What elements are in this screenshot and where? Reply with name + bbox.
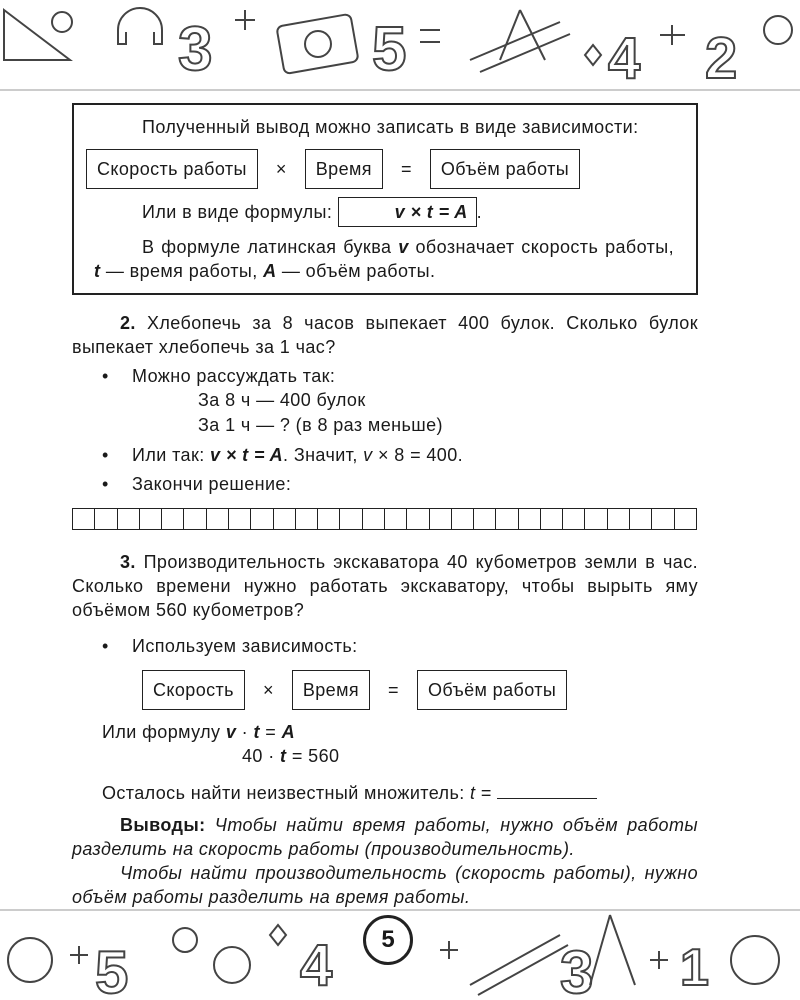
apple-icon-2 bbox=[731, 936, 779, 984]
legend-t: t bbox=[94, 261, 101, 281]
eq2-t: t bbox=[280, 746, 287, 766]
task-2-text: Хлебопечь за 8 часов выпекает 400 булок. Сколько булок выпекает хлебопечь за 1 час? bbox=[72, 313, 698, 357]
ruler-icon-2 bbox=[470, 935, 568, 995]
remaining-text: Осталось найти неизвестный множитель: bbox=[102, 783, 465, 803]
answer-grid-cell[interactable] bbox=[207, 508, 229, 530]
answer-blank[interactable] bbox=[497, 780, 597, 799]
answer-grid-cell[interactable] bbox=[73, 508, 95, 530]
conclusions-label: Выводы: bbox=[120, 815, 206, 835]
smiley-icon-2 bbox=[214, 947, 250, 983]
answer-grid-cell[interactable] bbox=[118, 508, 140, 530]
compass-icon bbox=[500, 10, 545, 60]
answer-grid-cell[interactable] bbox=[95, 508, 117, 530]
legend-part-3: — время работы, bbox=[105, 261, 258, 281]
bullet-2-prefix: Или так: bbox=[132, 445, 205, 465]
answer-grid-cell[interactable] bbox=[140, 508, 162, 530]
flower-icon bbox=[52, 12, 72, 32]
plus-icon-3 bbox=[70, 946, 88, 964]
task-3-formula-eq: = bbox=[265, 722, 277, 742]
task-3-formula bbox=[72, 720, 698, 744]
triangle-ruler-icon bbox=[4, 10, 70, 60]
eq2-dot: · bbox=[268, 746, 275, 766]
compass-icon-2 bbox=[590, 915, 635, 985]
op-equals: = bbox=[400, 159, 412, 179]
formula-prefix: Или в виде формулы: bbox=[142, 202, 333, 222]
plus-icon bbox=[235, 10, 255, 30]
formula-box: v × t = A bbox=[338, 197, 477, 227]
equals-icon bbox=[420, 30, 440, 42]
task-3-box-speed: Скорость bbox=[142, 670, 245, 710]
answer-grid-cell[interactable] bbox=[340, 508, 362, 530]
answer-grid-cell[interactable] bbox=[407, 508, 429, 530]
plus-icon-5 bbox=[650, 951, 668, 969]
bullet-2-dot: . bbox=[283, 445, 289, 465]
info-box bbox=[72, 103, 698, 295]
task-2-bullet-3: • Закончи решение: bbox=[72, 472, 698, 496]
answer-grid-cell[interactable] bbox=[229, 508, 251, 530]
plus-icon-2 bbox=[660, 25, 685, 45]
answer-grid-cell[interactable] bbox=[519, 508, 541, 530]
task-3-formula-prefix: Или формулу bbox=[102, 722, 221, 742]
answer-grid-cell[interactable] bbox=[251, 508, 273, 530]
answer-grid-cell[interactable] bbox=[452, 508, 474, 530]
bullet-2-v: v bbox=[363, 445, 373, 465]
formula-suffix: . bbox=[476, 202, 483, 222]
bullet-2-then: Значит, bbox=[293, 445, 358, 465]
conclusion-text-1: Чтобы найти время работы, нужно объём работы разделить на скорость работы (производительность). bbox=[72, 815, 698, 859]
task-3-equation-2 bbox=[72, 744, 698, 768]
info-intro: Полученный вывод можно записать в виде зависимости: bbox=[142, 117, 639, 137]
task-3-remaining bbox=[72, 780, 698, 805]
answer-grid-cell[interactable] bbox=[474, 508, 496, 530]
dependency-equation bbox=[86, 149, 674, 189]
bullet-2-formula: v × t = A bbox=[210, 445, 283, 465]
conclusion-2: Чтобы найти производительность (скорость работы), нужно объём работы разделить на время работы. bbox=[72, 863, 698, 907]
digit-5-icon-2: 5 bbox=[95, 939, 129, 1000]
task-2-statement bbox=[72, 311, 698, 359]
answer-grid-cell[interactable] bbox=[363, 508, 385, 530]
flower-icon-2 bbox=[173, 928, 197, 952]
bullet-2-rest: × 8 = 400. bbox=[377, 445, 464, 465]
eq2-40: 40 bbox=[242, 746, 263, 766]
star-icon-2 bbox=[270, 925, 286, 945]
answer-grid-cell[interactable] bbox=[184, 508, 206, 530]
digit-4-icon-2: 4 bbox=[300, 933, 333, 998]
box-volume: Объём работы bbox=[430, 149, 580, 189]
conclusion-1 bbox=[72, 813, 698, 861]
answer-grid-cell[interactable] bbox=[296, 508, 318, 530]
digit-1-icon: 1 bbox=[680, 939, 709, 997]
remaining-eq: = bbox=[480, 783, 492, 803]
task-2-bullet-2 bbox=[72, 443, 698, 467]
task-3-box-volume: Объём работы bbox=[417, 670, 567, 710]
task-3-formula-t: t bbox=[253, 722, 260, 742]
digit-5-icon: 5 bbox=[372, 15, 407, 84]
legend-part-2: обозначает скорость работы, bbox=[415, 237, 674, 257]
answer-grid-cell[interactable] bbox=[274, 508, 296, 530]
headphones-icon bbox=[118, 8, 162, 44]
task-3-statement bbox=[72, 550, 698, 622]
op-multiply: × bbox=[275, 159, 287, 179]
digit-3-icon: 3 bbox=[178, 15, 213, 84]
answer-grid-cell[interactable] bbox=[675, 508, 697, 530]
legend-a: A bbox=[263, 261, 277, 281]
answer-grid-cell[interactable] bbox=[608, 508, 630, 530]
legend-v: v bbox=[398, 237, 409, 257]
smiley-icon bbox=[305, 31, 331, 57]
answer-grid-cell[interactable] bbox=[585, 508, 607, 530]
answer-grid-cell[interactable] bbox=[630, 508, 652, 530]
plus-icon-4 bbox=[440, 941, 458, 959]
page-content bbox=[72, 100, 698, 909]
apple-icon bbox=[8, 938, 52, 982]
task-3-dependency-equation bbox=[142, 670, 698, 710]
task-2-number: 2. bbox=[120, 313, 136, 333]
task-3-op-multiply: × bbox=[262, 680, 274, 700]
digit-4-icon: 4 bbox=[608, 26, 641, 91]
ruler-icon bbox=[470, 22, 570, 72]
box-speed: Скорость работы bbox=[86, 149, 258, 189]
task-3-number: 3. bbox=[120, 552, 136, 572]
box-time: Время bbox=[305, 149, 383, 189]
task-3-formula-a: A bbox=[281, 722, 296, 742]
eq2-rest: = 560 bbox=[291, 746, 340, 766]
remaining-t: t bbox=[470, 783, 476, 803]
answer-grid-cell[interactable] bbox=[318, 508, 340, 530]
banknote-icon bbox=[276, 14, 358, 74]
task-3-text: Производительность экскаватора 40 кубометров земли в час. Сколько времени нужно работать экскаватору, чтобы вырыть яму объёмом 560 кубометров? bbox=[72, 552, 698, 620]
formula-line bbox=[94, 197, 674, 227]
legend-part-4: — объём работы. bbox=[281, 261, 436, 281]
answer-grid-cell[interactable] bbox=[430, 508, 452, 530]
task-2-line-1: За 8 ч — 400 булок bbox=[198, 390, 366, 410]
task-2-bullet-1: • Можно рассуждать так: bbox=[72, 364, 698, 388]
task-3-bullet-1: • Используем зависимость: bbox=[72, 634, 698, 658]
digit-3-icon-2: 3 bbox=[560, 939, 594, 1000]
answer-grid-cell[interactable] bbox=[496, 508, 518, 530]
legend-part-1: В формуле латинская буква bbox=[142, 237, 392, 257]
star-icon bbox=[585, 45, 601, 65]
answer-grid[interactable] bbox=[72, 508, 697, 530]
task-3-formula-v: v bbox=[225, 722, 237, 742]
answer-grid-cell[interactable] bbox=[385, 508, 407, 530]
task-3-box-time: Время bbox=[292, 670, 370, 710]
answer-grid-cell[interactable] bbox=[652, 508, 674, 530]
answer-grid-cell[interactable] bbox=[162, 508, 184, 530]
formula-legend bbox=[94, 235, 674, 283]
task-2-line-2: За 1 ч — ? (в 8 раз меньше) bbox=[198, 415, 443, 435]
task-3-formula-dot: · bbox=[241, 722, 249, 742]
task-3-op-equals: = bbox=[388, 680, 399, 700]
digit-2-icon: 2 bbox=[705, 26, 738, 91]
decorative-header-border bbox=[0, 0, 800, 95]
page-number: 5 bbox=[363, 915, 413, 965]
answer-grid-cell[interactable] bbox=[541, 508, 563, 530]
answer-grid-cell[interactable] bbox=[563, 508, 585, 530]
face-icon bbox=[764, 16, 792, 44]
